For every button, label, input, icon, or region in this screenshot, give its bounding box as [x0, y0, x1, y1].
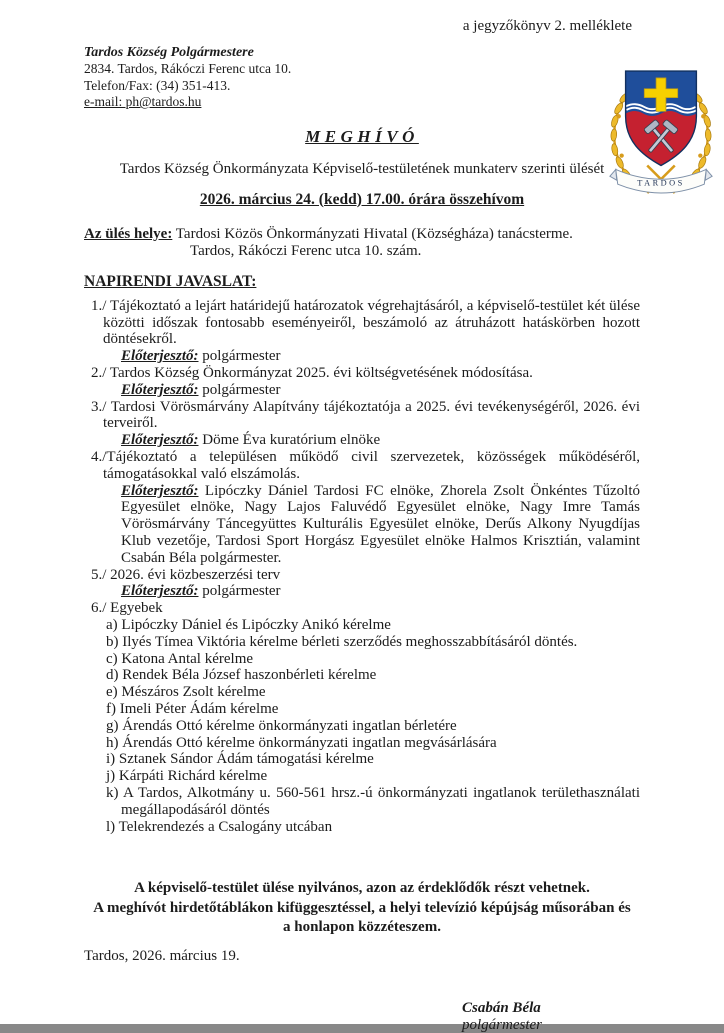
subitem-letter: e) [106, 684, 118, 700]
letterhead [84, 44, 640, 111]
agenda-subitem [84, 651, 640, 668]
agenda-item-text: Tardos Község Önkormányzat 2025. évi költségvetésének módosítása. [110, 365, 533, 381]
agenda-subitem [84, 735, 640, 752]
subitem-text: Kárpáti Richárd kérelme [115, 768, 267, 784]
agenda-subitem [84, 667, 640, 684]
signature-block [462, 1000, 640, 1033]
presenter-label: Előterjesztő: [121, 348, 199, 364]
subitem-letter: l) [106, 819, 115, 835]
presenter-name: Döme Éva kuratórium elnöke [199, 432, 381, 448]
signature-name: Csabán Béla [462, 1000, 640, 1017]
subitem-letter: f) [106, 701, 116, 717]
subitem-text: Lipóczky Dániel és Lipóczky Anikó kérelme [118, 617, 391, 633]
subitem-letter: k) [106, 785, 119, 801]
agenda-item-text: Tájékoztató a lejárt határidejű határozatok végrehajtásáról, a képviselő-testület két ülése közötti időszak fontosabb eseményeiről, beszámoló az átruházott hatáskörben hozott döntésekről. [103, 298, 640, 348]
venue-line2: Tardos, Rákóczi Ferenc utca 10. szám. [190, 243, 640, 260]
agenda-item [84, 449, 640, 483]
subitem-text: Katona Antal kérelme [118, 651, 253, 667]
agenda-subitem [84, 785, 640, 819]
agenda-item [84, 567, 640, 584]
agenda-subitem [84, 617, 640, 634]
agenda-item-number: 2./ [91, 365, 110, 381]
venue-line1 [84, 226, 640, 243]
agenda-item-number: 1./ [91, 298, 110, 314]
agenda-item-text: Tájékoztató a településen működő civil szervezetek, közösségek működéséről, támogatásokkal való elszámolás. [103, 449, 640, 482]
closing-sentence-1: A képviselő-testület ülése nyilvános, azon az érdeklődők részt vehetnek. [88, 879, 636, 898]
agenda-item-text: Egyebek [110, 600, 162, 616]
agenda-subitem [84, 634, 640, 651]
agenda-presenter [121, 432, 640, 449]
presenter-name: polgármester [199, 583, 281, 599]
subitem-letter: a) [106, 617, 118, 633]
agenda-subitem [84, 701, 640, 718]
annex-note: a jegyzőkönyv 2. melléklete [84, 18, 632, 35]
subitem-letter: j) [106, 768, 115, 784]
email-link[interactable]: e-mail: ph@tardos.hu [84, 94, 640, 110]
presenter-label: Előterjesztő: [121, 382, 199, 398]
intro-line: Tardos Község Önkormányzata Képviselő-testületének munkaterv szerinti ülését [84, 161, 640, 178]
agenda-item [84, 298, 640, 348]
subitem-text: Imeli Péter Ádám kérelme [116, 701, 278, 717]
agenda-item-number: 5./ [91, 567, 110, 583]
subitem-letter: g) [106, 718, 119, 734]
document-title: MEGHÍVÓ [84, 127, 640, 146]
venue-block [84, 226, 640, 260]
agenda-list [84, 298, 640, 836]
closing-sentence-2: A meghívót hirdetőtáblákon kifüggesztéssel, a helyi televízió képújság műsorában és a honlapon közzéteszem. [88, 899, 636, 937]
subitem-text: Sztanek Sándor Ádám támogatási kérelme [115, 751, 374, 767]
agenda-item [84, 365, 640, 382]
subitem-text: A Tardos, Alkotmány u. 560-561 hrsz.-ú önkormányzati ingatlanok területhasználati megállapodásáról döntés [119, 785, 641, 818]
subitem-text: Rendek Béla József haszonbérleti kérelme [119, 667, 377, 683]
dateline: Tardos, 2026. március 19. [84, 948, 640, 965]
presenter-label: Előterjesztő: [121, 483, 199, 499]
subitem-text: Mészáros Zsolt kérelme [118, 684, 266, 700]
agenda-subitem [84, 819, 640, 836]
presenter-name: polgármester [199, 348, 281, 364]
signature-title: polgármester [462, 1017, 640, 1033]
closing-notice [84, 879, 640, 937]
subitem-text: Árendás Ottó kérelme önkormányzati ingatlan megvásárlására [119, 735, 497, 751]
banner-ribbon [610, 169, 712, 193]
letterhead-phone: Telefon/Fax: (34) 351-413. [84, 78, 640, 94]
agenda-subitem [84, 768, 640, 785]
subitem-letter: b) [106, 634, 119, 650]
subitem-text: Telekrendezés a Csalogány utcában [115, 819, 332, 835]
agenda-heading: NAPIRENDI JAVASLAT: [84, 273, 640, 290]
agenda-presenter [121, 382, 640, 399]
subitem-letter: d) [106, 667, 119, 683]
subitem-text: Árendás Ottó kérelme önkormányzati ingatlan bérletére [119, 718, 457, 734]
tardos-coat-of-arms [602, 64, 720, 204]
agenda-item [84, 600, 640, 617]
agenda-item-number: 6./ [91, 600, 110, 616]
agenda-item-text: 2026. évi közbeszerzési terv [110, 567, 280, 583]
venue-location: Tardosi Közös Önkormányzati Hivatal (Községháza) tanácsterme. [172, 226, 573, 242]
agenda-subitem [84, 718, 640, 735]
agenda-item [84, 399, 640, 433]
presenter-name: polgármester [199, 382, 281, 398]
agenda-presenter [121, 483, 640, 567]
presenter-name: Lipóczky Dániel Tardosi FC elnöke, Zhorela Zsolt Önkéntes Tűzoltó Egyesület elnöke, Nagy Lajos Faluvédő Egyesület elnöke, Nagy Imre Tamás Vörösmárvány Táncegyüttes Kulturális Egyesület elnöke, Derűs Alkony Nyugdíjas Klub vezetője, Tardosi Sport Horgász Egyesület elnöke Halmos Krisztián, valamint Csabán Béla polgármester. [121, 483, 640, 566]
meeting-datetime: 2026. március 24. (kedd) 17.00. órára összehívom [84, 191, 640, 208]
subitem-letter: c) [106, 651, 118, 667]
coat-of-arms-graphic [602, 64, 720, 204]
agenda-presenter [121, 583, 640, 600]
venue-label: Az ülés helye: [84, 226, 172, 242]
presenter-label: Előterjesztő: [121, 583, 199, 599]
agenda-presenter [121, 348, 640, 365]
subitem-letter: h) [106, 735, 119, 751]
agenda-item-number: 3./ [91, 399, 111, 415]
banner-text: TARDOS [637, 179, 684, 188]
agenda-item-text: Tardosi Vörösmárvány Alapítvány tájékoztatója a 2025. évi tevékenységéről, 2026. évi terveiről. [103, 399, 640, 432]
subitem-letter: i) [106, 751, 115, 767]
agenda-item-number: 4./ [91, 449, 106, 465]
letterhead-address: 2834. Tardos, Rákóczi Ferenc utca 10. [84, 61, 640, 77]
presenter-label: Előterjesztő: [121, 432, 199, 448]
agenda-subitem [84, 684, 640, 701]
subitem-text: Ilyés Tímea Viktória kérelme bérleti szerződés meghosszabbításáról döntés. [119, 634, 578, 650]
letterhead-office-name: Tardos Község Polgármestere [84, 44, 640, 62]
agenda-subitem [84, 751, 640, 768]
